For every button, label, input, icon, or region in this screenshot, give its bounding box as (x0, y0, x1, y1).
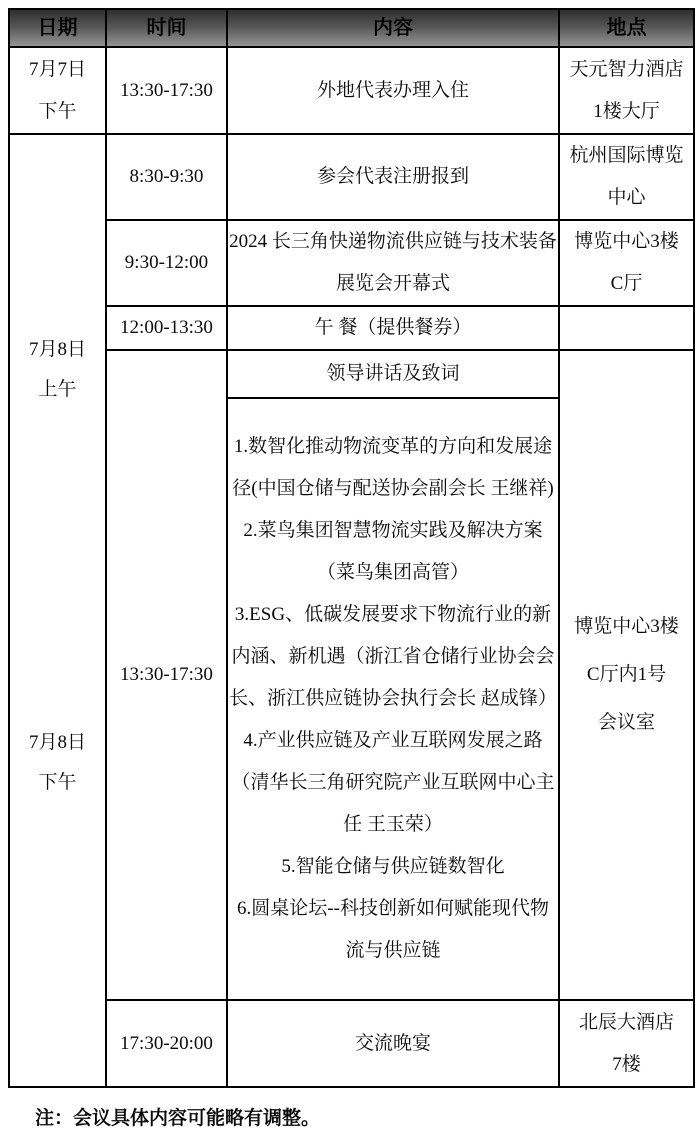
forum-item-3: 3.ESG、低碳发展要求下物流行业的新内涵、新机遇（浙江省仓储行业协会会长、浙江供应链协会执行会长 赵成锋） (229, 604, 557, 709)
text-line: 天元智力酒店 (569, 58, 684, 80)
cell-time-checkin: 13:30-17:30 (106, 47, 227, 134)
forum-item-6: 6.圆桌论坛--科技创新如何赋能现代物流与供应链 (237, 898, 549, 961)
header-time: 时间 (106, 9, 227, 47)
forum-item-5: 5.智能仓储与供应链数智化 (281, 856, 505, 877)
text-line: 2024 长三角快递物流供应链与技术装备 (229, 231, 557, 252)
text-line: 7月8日 (28, 732, 86, 753)
row-opening (9, 220, 694, 306)
text-line: 展览会开幕式 (335, 273, 450, 294)
cell-time-opening: 9:30-12:00 (106, 220, 227, 306)
text-line: 杭州国际博览 (569, 145, 684, 166)
row-forum-subheader (9, 350, 694, 398)
footnote: 注：会议具体内容可能略有调整。 (35, 1108, 321, 1129)
agenda-table (8, 8, 695, 1088)
text-line: 博览中心3楼 (574, 231, 679, 252)
header-location: 地点 (559, 9, 694, 47)
date-jul8-am (10, 330, 105, 410)
cell-time-dinner: 17:30-20:00 (106, 1000, 227, 1087)
text-line: 7楼 (612, 1053, 641, 1075)
header-date: 日期 (9, 9, 106, 47)
forum-item-1: 1.数智化推动物流变革的方向和发展途径(中国仓储与配送协会副会长 王继祥) (232, 436, 554, 499)
cell-content-registration: 参会代表注册报到 (227, 134, 559, 220)
text-line: C厅内1号 (586, 664, 667, 685)
row-checkin (9, 47, 694, 134)
cell-date-jul7 (9, 47, 106, 134)
cell-forum-items (227, 398, 559, 1000)
cell-location-opening (559, 220, 694, 306)
text-line: 下午 (38, 100, 77, 122)
forum-item-4: 4.产业供应链及产业互联网发展之路（清华长三角研究院产业互联网中心主任 王玉荣） (231, 730, 555, 835)
cell-content-dinner: 交流晚宴 (227, 1000, 559, 1087)
header-content: 内容 (227, 9, 559, 47)
text-line: 上午 (38, 379, 77, 400)
text-line: 北辰大酒店 (578, 1011, 674, 1033)
cell-location-forum (559, 350, 694, 1000)
text-line: 1楼大厅 (593, 100, 660, 122)
text-line: 博览中心3楼 (574, 616, 679, 637)
text-line: 会议室 (597, 712, 655, 733)
text-line: 7月8日 (28, 339, 86, 360)
cell-location-registration (559, 134, 694, 220)
cell-location-lunch (559, 306, 694, 350)
cell-content-opening (227, 220, 559, 306)
table-header-row (9, 9, 694, 47)
row-lunch (9, 306, 694, 350)
row-dinner (9, 1000, 694, 1087)
forum-item-2: 2.菜鸟集团智慧物流实践及解决方案（菜鸟集团高管） (243, 520, 543, 583)
date-jul8-wrap (10, 138, 105, 1083)
text-line: C厅 (610, 273, 643, 294)
text-line: 中心 (607, 187, 646, 208)
text-line: 7月7日 (28, 58, 86, 80)
cell-location-dinner (559, 1000, 694, 1087)
row-registration (9, 134, 694, 220)
cell-time-lunch: 12:00-13:30 (106, 306, 227, 350)
cell-location-checkin (559, 47, 694, 134)
cell-forum-subheader: 领导讲话及致词 (227, 350, 559, 398)
cell-time-registration: 8:30-9:30 (106, 134, 227, 220)
date-jul8-pm (10, 723, 105, 803)
cell-time-forum: 13:30-17:30 (106, 350, 227, 1000)
cell-content-checkin: 外地代表办理入住 (227, 47, 559, 134)
cell-content-lunch: 午 餐（提供餐券） (227, 306, 559, 350)
text-line: 下午 (38, 772, 77, 793)
cell-date-jul8 (9, 134, 106, 1087)
